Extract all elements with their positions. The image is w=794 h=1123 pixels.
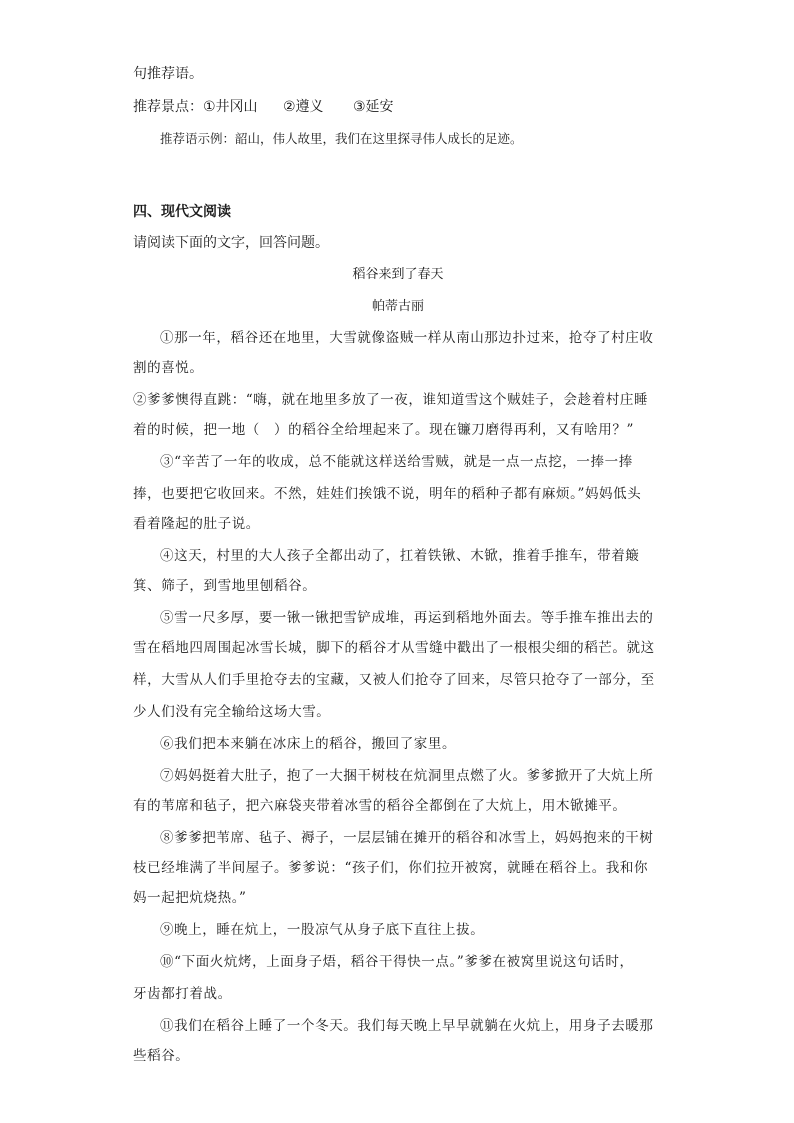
paragraph-line: 少人们没有完全输给这场大雪。 [133, 704, 331, 720]
paragraph-line: 妈一起把炕烧热。” [133, 890, 247, 906]
paragraph-line: ⑤雪一尺多厚，要一锹一锹把雪铲成堆，再运到稻地外面去。等手推车推出去的 [160, 610, 654, 626]
paragraph-line: ⑩“下面火炕烤，上面身子焐，稻谷干得快一点。”爹爹在被窝里说这句话时， [160, 954, 634, 970]
paragraph-line: 枝已经堆满了半间屋子。爹爹说：“孩子们，你们拉开被窝，就睡在稻谷上。我和你 [133, 860, 649, 876]
section-heading: 四、现代文阅读 [133, 204, 231, 220]
paragraph-line: 看着隆起的肚子说。 [133, 516, 260, 532]
paragraph-line: 雪在稻地四周围起冰雪长城，脚下的稻谷才从雪缝中戳出了一根根尖细的稻芒。就这 [133, 640, 655, 656]
paragraph-line: 割的喜悦。 [133, 360, 204, 376]
paragraph-line: 箕、筛子，到雪地里刨稻谷。 [133, 578, 317, 594]
paragraph-line: ⑨晚上，睡在炕上，一股凉气从身子底下直往上拔。 [160, 922, 485, 938]
paragraph-line: ⑧爹爹把苇席、毡子、褥子，一层层铺在摊开的稻谷和冰雪上，妈妈抱来的干树 [160, 830, 654, 846]
paragraph-line: ②爹爹懊得直跳：“嗨，就在地里多放了一夜，谁知道雪这个贼娃子，会趁着村庄睡 [133, 392, 649, 408]
paragraph-line: ⑪我们在稻谷上睡了一个冬天。我们每天晚上早早就躺在火炕上，用身子去暖那 [160, 1018, 654, 1034]
paragraph-line: ⑦妈妈挺着大肚子，抱了一大捆干树枝在炕洞里点燃了火。爹爹掀开了大炕上所 [160, 768, 654, 784]
paragraph-line: ③“辛苦了一年的收成，总不能就这样送给雪贼，就是一点一点挖，一捧一捧 [160, 454, 633, 470]
paragraph-line: 牙齿都打着战。 [133, 986, 232, 1002]
spot-yanan: ③延安 [353, 99, 394, 115]
spot-jinggangshan: ①井冈山 [203, 99, 258, 115]
recommend-line: 句推荐语。 [133, 66, 203, 82]
paragraph-line: ⑥我们把本来躺在冰床上的稻谷，搬回了家里。 [160, 736, 457, 752]
paragraph-line: 有的苇席和毡子，把六麻袋夹带着冰雪的稻谷全都倒在了大炕上，用木锨摊平。 [133, 798, 627, 814]
paragraph-line: ①那一年，稻谷还在地里，大雪就像盗贼一样从南山那边扑过来，抢夺了村庄收 [160, 330, 654, 346]
section-instruction: 请阅读下面的文字，回答问题。 [133, 235, 329, 251]
paragraph-line: 着的时候，把一地（ ）的稻谷全给埋起来了。现在镰刀磨得再利，又有啥用？” [133, 422, 635, 438]
paragraph-line: 样，大雪从人们手里抢夺去的宝藏，又被人们抢夺了回来，尽管只抢夺了一部分，至 [133, 672, 655, 688]
spots-label: 推荐景点： [133, 99, 203, 115]
article-author: 帕蒂古丽 [371, 299, 424, 314]
article-title: 稻谷来到了春天 [352, 267, 444, 282]
paragraph-line: 些稻谷。 [133, 1048, 190, 1064]
paragraph-line: 捧，也要把它收回来。不然，娃娃们挨饿不说，明年的稻种子都有麻烦。”妈妈低头 [133, 486, 642, 502]
recommended-spots [133, 97, 663, 117]
paragraph-line: ④这天，村里的大人孩子全都出动了，扛着铁锹、木锨，推着手推车，带着簸 [160, 548, 640, 564]
spot-zunyi: ②遵义 [283, 99, 324, 115]
recommend-example: 推荐语示例：韶山，伟人故里，我们在这里探寻伟人成长的足迹。 [160, 131, 523, 146]
